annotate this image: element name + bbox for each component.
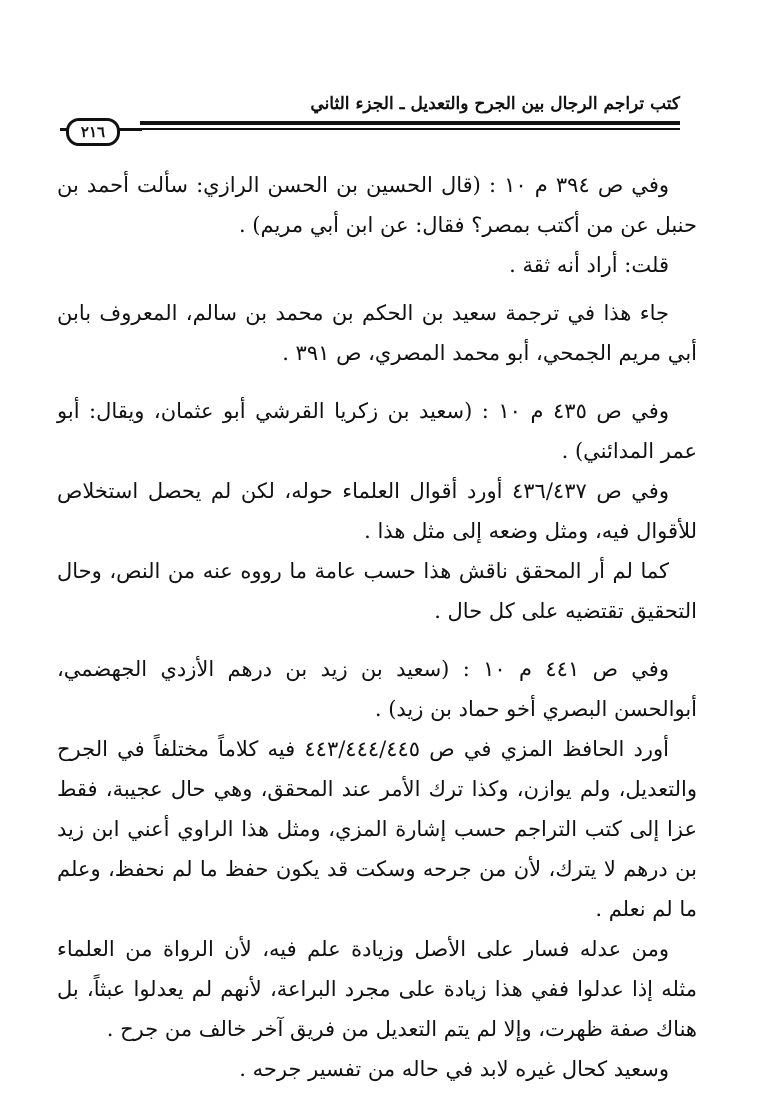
page-body [57, 165, 697, 1089]
running-header [60, 92, 680, 140]
paragraph: جاء هذا في ترجمة سعيد بن الحكم بن محمد بن سالم، المعروف بابن أبي مريم الجمحي، أبو محمد المصري، ص ٣٩١ . [57, 301, 697, 365]
paragraph: كما لم أر المحقق ناقش هذا حسب عامة ما رووه عنه من النص، وحال التحقيق تقتضيه على كل حال . [57, 559, 697, 623]
paragraph: أورد الحافظ المزي في ص ٤٤٣/٤٤٤/٤٤٥ فيه كلاماً مختلفاً في الجرح والتعديل، ولم يوازن، وكذا ترك الأمر عند المحقق، وهي حال عجيبة، فقط عزا إلى كتب التراجم حسب إشارة المزي، ومثل هذا الراوي أعني ابن زيد بن درهم لا يترك، لأن من جرحه وسكت قد يكون حفظ ما لم نحفظ، وعلم ما لم نعلم . [57, 737, 697, 921]
page-number: ٢١٦ [66, 118, 120, 146]
header-rule-thick [140, 121, 680, 125]
paragraph: وفي ص ٤٣٥ م ١٠ : (سعيد بن زكريا القرشي أبو عثمان، ويقال: أبو عمر المدائني) . [57, 399, 697, 463]
header-title: كتب تراجم الرجال بين الجرح والتعديل ـ الجزء الثاني [310, 94, 680, 114]
paragraph: قلت: أراد أنه ثقة . [509, 253, 669, 277]
paragraph: وسعيد كحال غيره لابد في حاله من تفسير جرحه . [239, 1057, 669, 1081]
paragraph: وفي ص ٣٩٤ م ١٠ : (قال الحسين بن الحسن الرازي: سألت أحمد بن حنبل عن من أكتب بمصر؟ فقال: عن ابن أبي مريم) . [57, 173, 697, 237]
paragraph: وفي ص ٤٤١ م ١٠ : (سعيد بن زيد بن درهم الأزدي الجهضمي، أبوالحسن البصري أخو حماد بن زيد) . [57, 657, 697, 721]
paragraph: ومن عدله فسار على الأصل وزيادة علم فيه، لأن الرواة من العلماء مثله إذا عدلوا ففي هذا زيادة على مجرد البراعة، لأنهم لم يعدلوا عبثاً، بل هناك صفة ظهرت، وإلا لم يتم التعديل من فريق آخر خالف من جرح . [57, 937, 697, 1041]
paragraph: وفي ص ٤٣٦/٤٣٧ أورد أقوال العلماء حوله، لكن لم يحصل استخلاص للأقوال فيه، ومثل وضعه إلى مثل هذا . [57, 479, 697, 543]
header-rule-thin [140, 128, 680, 130]
badge-bar-right [118, 128, 142, 131]
